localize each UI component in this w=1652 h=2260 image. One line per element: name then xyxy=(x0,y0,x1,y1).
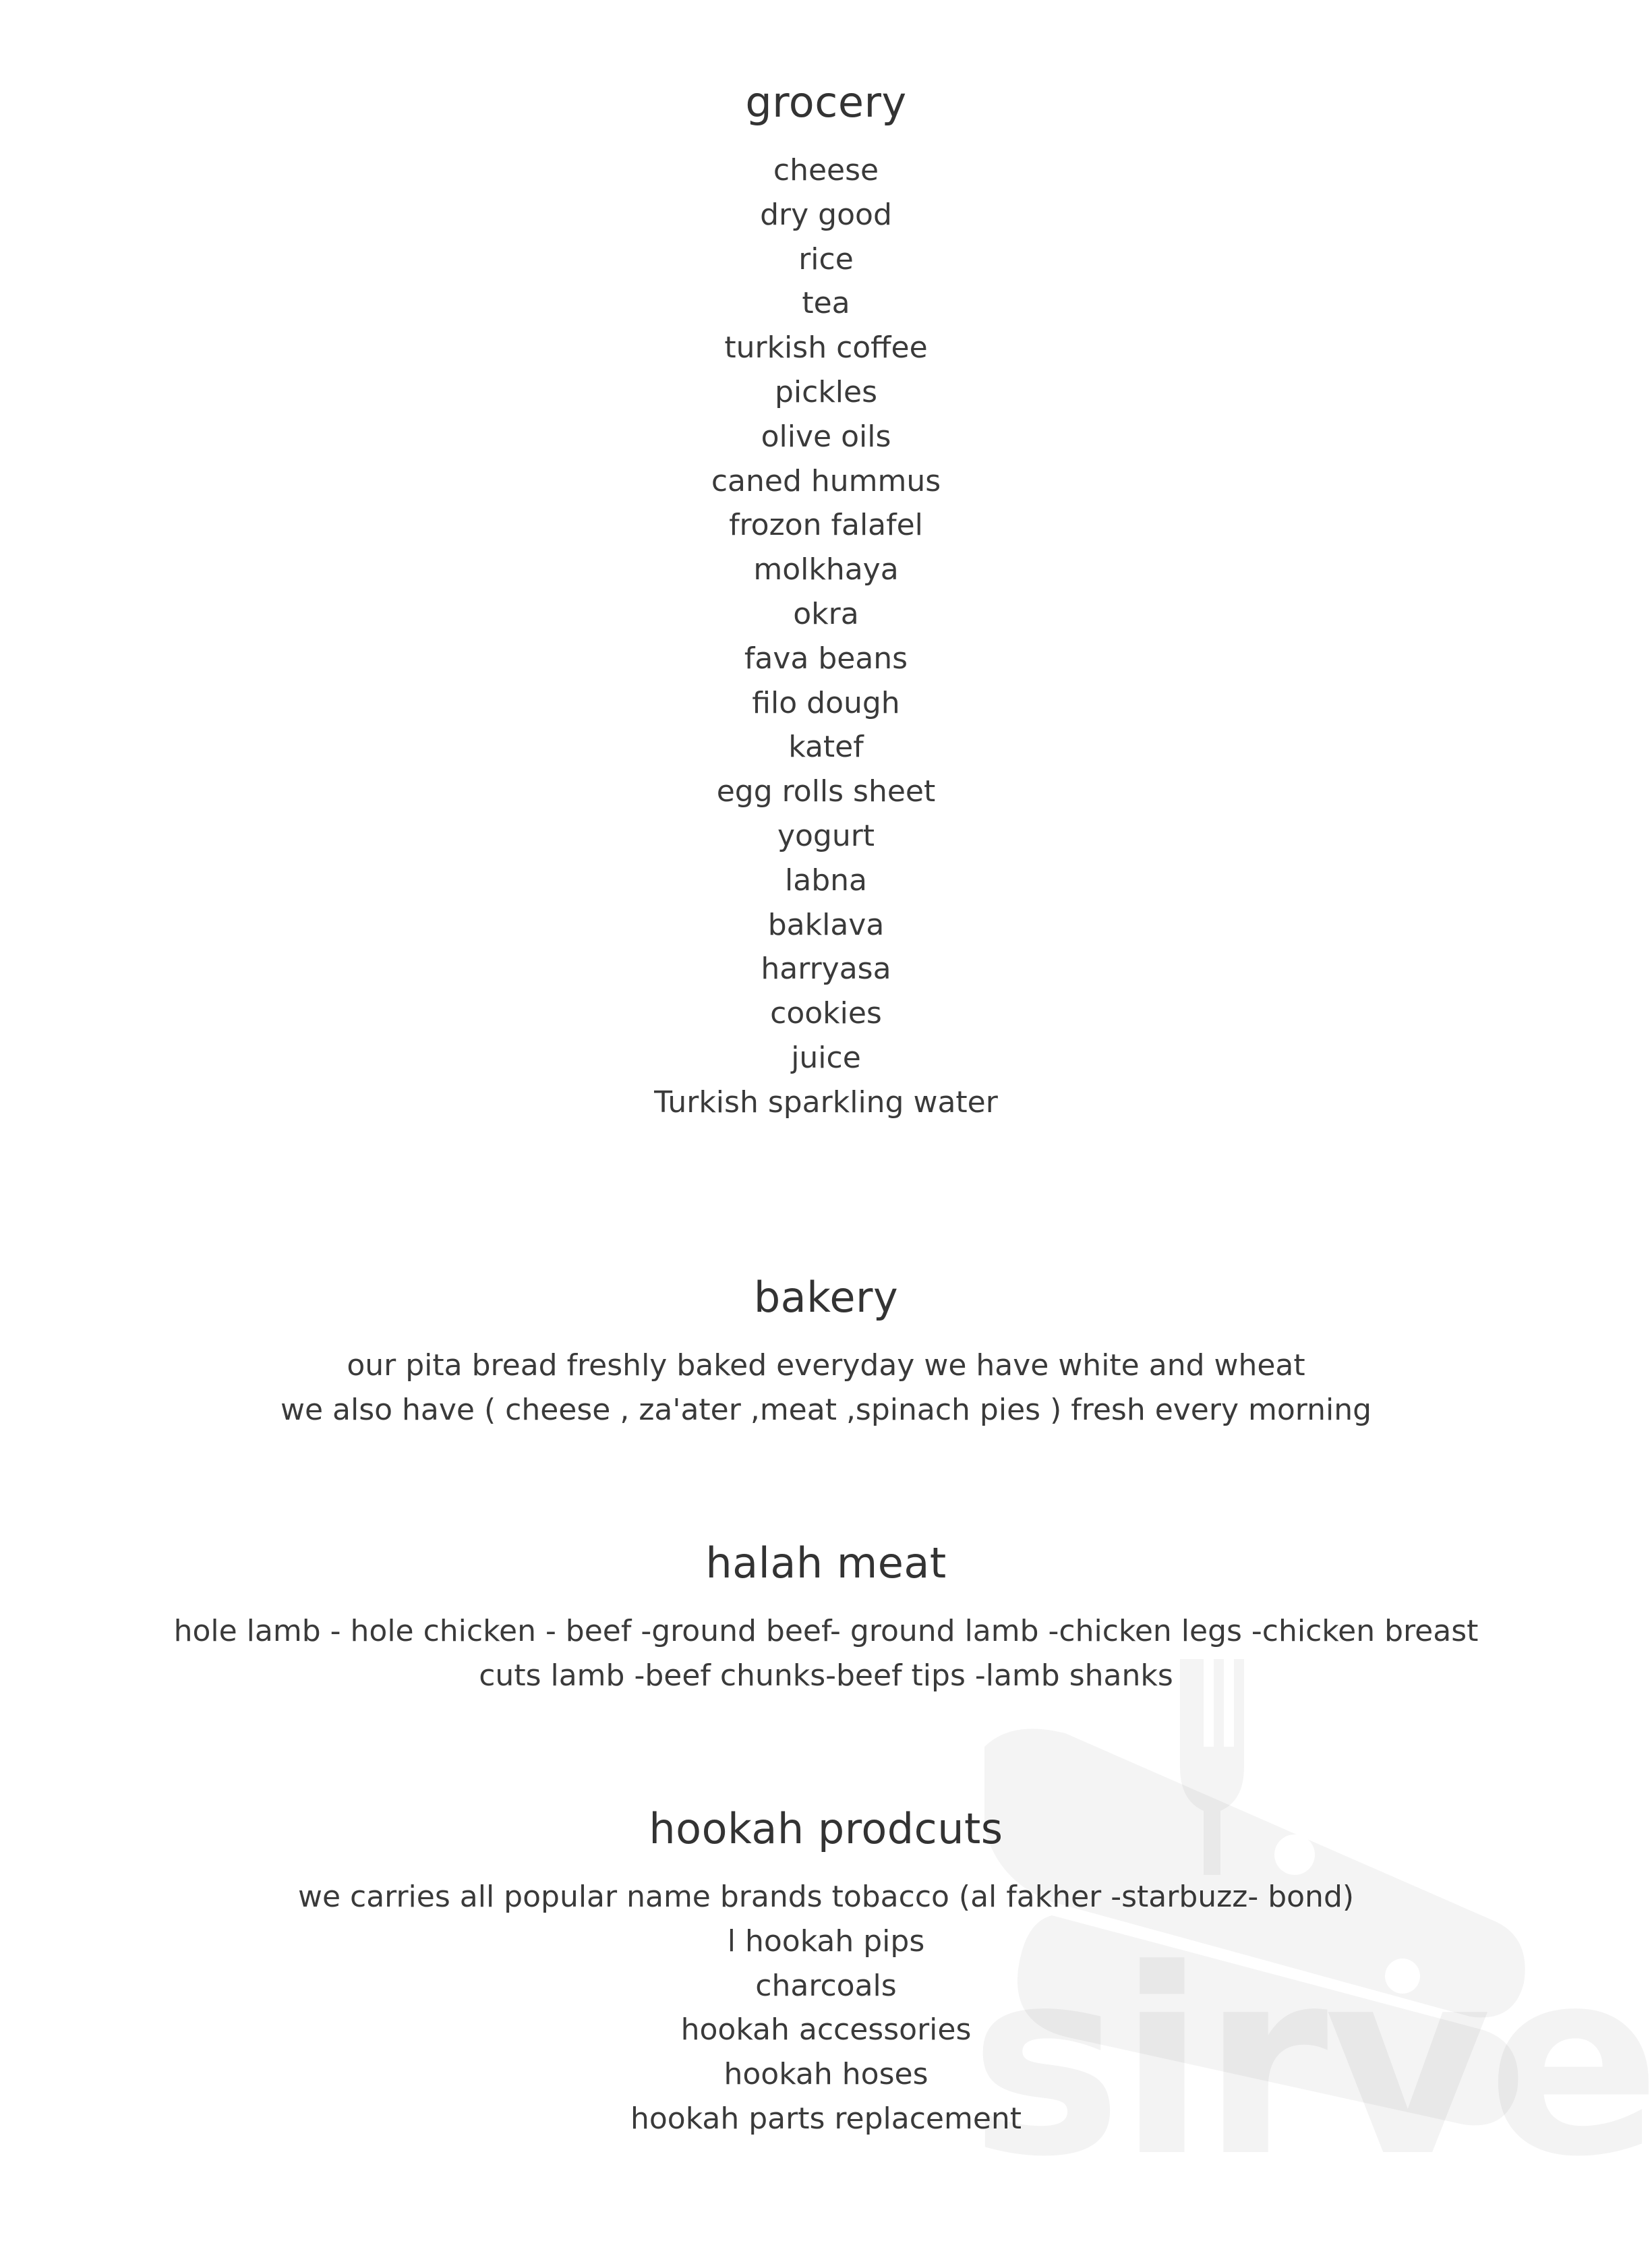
list-item: labna xyxy=(785,863,867,898)
list-item: egg rolls sheet xyxy=(716,774,936,809)
list-item: olive oils xyxy=(761,419,891,454)
list-item: yogurt xyxy=(777,818,875,853)
list-item: cheese xyxy=(773,153,879,187)
list-item: rice xyxy=(798,241,854,277)
list-item: cookies xyxy=(770,996,882,1031)
grocery-section xyxy=(0,76,1652,1125)
section-title-grocery: grocery xyxy=(745,78,907,127)
list-item: filo dough xyxy=(752,685,900,720)
sirved-watermark xyxy=(970,1929,1644,2199)
list-item: turkish coffee xyxy=(724,330,928,366)
section-title-halah-meat: halah meat xyxy=(705,1538,947,1588)
list-item: fava beans xyxy=(744,641,908,676)
list-item: charcoals xyxy=(755,1968,897,2003)
text-line: we also have ( cheese , za'ater ,meat ,spinach pies ) fresh every morning xyxy=(280,1392,1372,1427)
list-item: dry good xyxy=(760,197,892,232)
text-line: our pita bread freshly baked everyday we have white and wheat xyxy=(347,1348,1305,1383)
list-item: hookah accessories xyxy=(680,2012,972,2048)
list-item: tea xyxy=(802,286,850,321)
section-title-hookah-products: hookah prodcuts xyxy=(649,1804,1003,1853)
list-item: hookah parts replacement xyxy=(630,2101,1022,2136)
list-item: harryasa xyxy=(761,952,891,987)
list-item: Turkish sparkling water xyxy=(654,1084,998,1120)
list-item: katef xyxy=(788,730,864,765)
list-item: frozon falafel xyxy=(729,508,923,543)
list-item: baklava xyxy=(767,907,885,942)
list-item: pickles xyxy=(774,374,878,409)
bakery-section xyxy=(0,1271,1652,1432)
section-title-bakery: bakery xyxy=(753,1273,899,1322)
list-item: juice xyxy=(791,1040,861,1075)
list-item: molkhaya xyxy=(753,552,899,587)
list-item: l hookah pips xyxy=(727,1923,925,1959)
list-item: caned hummus xyxy=(711,463,941,498)
list-item: okra xyxy=(793,596,859,631)
list-item: hookah hoses xyxy=(724,2057,928,2092)
grocery-list xyxy=(0,148,1652,1125)
list-item: we carries all popular name brands tobacco (al fakher -starbuzz- bond) xyxy=(297,1880,1355,1914)
text-line: hole lamb - hole chicken - beef -ground beef- ground lamb -chicken legs -chicken breast xyxy=(173,1614,1479,1648)
bakery-text xyxy=(0,1343,1652,1432)
text-line: cuts lamb -beef chunks-beef tips -lamb shanks xyxy=(479,1658,1173,1693)
